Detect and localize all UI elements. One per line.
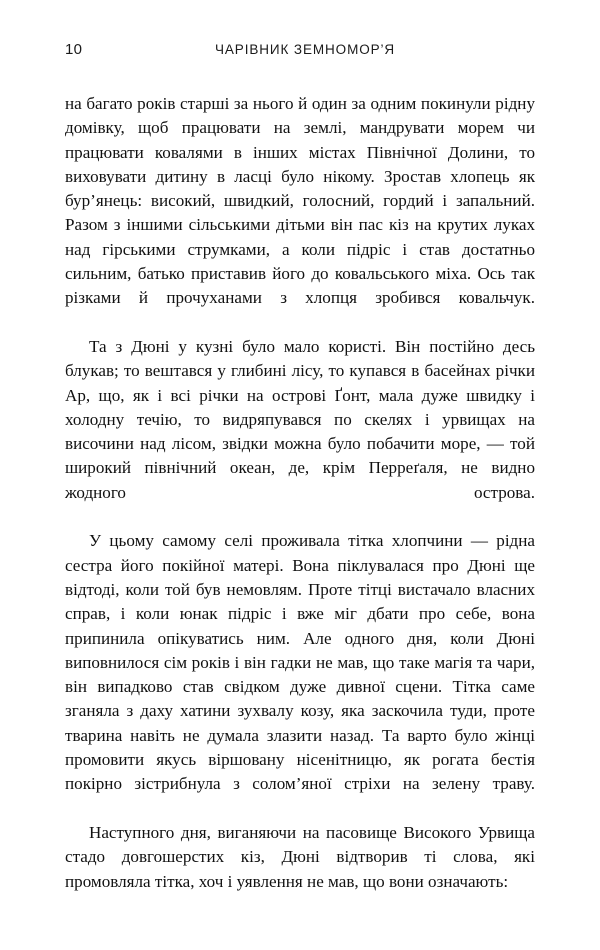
running-head (65, 38, 535, 60)
page-number: 10 (65, 40, 83, 58)
paragraph: на багато років старші за нього й один за одним покинули рідну домівку, щоб працювати на землі, мандрувати морем чи працювати ковалями в інших містах Північної Долини, то виховувати дитину в ласці було нікому. Зростав хлопець як бур’янець: високий, швидкий, голосний, гордий і запальний. Разом з іншими сільськими дітьми він пас кіз на крутих луках над гірськими струмками, а коли підріс і став достатньо сильним, батько приставив його до ковальського міха. Ось так різками й прочуханами з хлопця зробився ковальчук. (65, 94, 535, 308)
paragraph: Наступного дня, виганяючи на пасовище Високого Урвища стадо довгошерстих кіз, Дюні відтворив ті слова, які промовляла тітка, хоч і уявлення не мав, що вони означають: (65, 822, 535, 891)
body-text (65, 92, 535, 894)
running-head-title: ЧАРІВНИК ЗЕМНОМОР’Я (215, 41, 396, 57)
paragraph: У цьому самому селі проживала тітка хлопчини — рідна сестра його покійної матері. Вона піклувалася про Дюні ще відтоді, коли той був немовлям. Проте тітці вистачало власних справ, і коли юнак підріс і вже міг дбати про себе, вона припинила опікуватись ним. Але одного дня, коли Дюні виповнилося сім років і він гадки не мав, що таке магія та чари, він випадково став свідком дуже дивної сцени. Тітка саме зганяла з даху хатини зухвалу козу, яка заскочила туди, проте тварина навіть не думала злазити назад. Та варто було жінці промовити якусь віршовану нісенітницю, як рогата бестія покірно зістрибнула з солом’яної стріхи на зелену траву. (65, 531, 535, 794)
paragraph: Та з Дюні у кузні було мало користі. Він постійно десь блукав; то вештався у глибині лісу, то купався в басейнах річки Ар, що, як і всі річки на острові Ґонт, мала дуже швидку і холодну течію, то видряпувався по скелях і урвищах на височини над лісом, звідки можна було побачити море, — той широкий північний океан, де, крім Перреґаля, не видно жодного острова. (65, 336, 535, 502)
